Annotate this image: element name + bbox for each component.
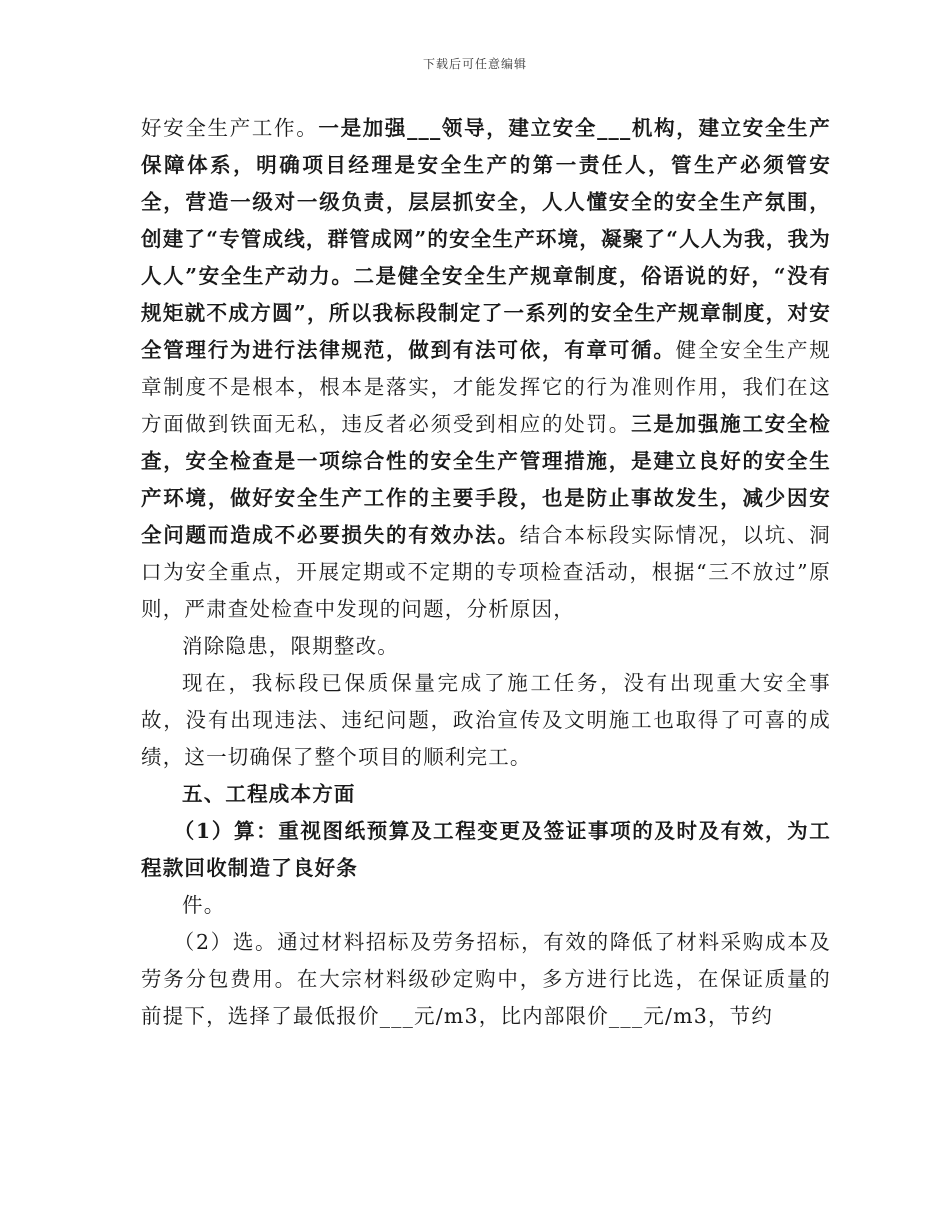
paragraph-budget: （1）算：重视图纸预算及工程变更及签证事项的及时及有效，为工程款回收制造了良好条 — [141, 819, 831, 880]
page-header-note: 下载后可任意编辑 — [422, 57, 527, 71]
section-heading-cost: 五、工程成本方面 — [182, 782, 356, 806]
paragraph-hazard-removal: 消除隐患，限期整改。 — [182, 634, 399, 658]
paragraph-safety-work — [141, 110, 831, 628]
paragraph-continuation: 件。 — [182, 893, 226, 917]
text-segment: 健全安全生产规章制度不是根本，根本是落实，才能发挥它的行为准则作用，我们在这方面做到铁面无私，违反者必须受到相应的处罚。 — [141, 338, 831, 436]
paragraph-procurement: （2）选。通过材料招标及劳务招标，有效的降低了材料采购成本及劳务分包费用。在大宗材料级砂定购中，多方进行比选，在保证质量的前提下，选择了最低报价___元/m3，比内部限价___元/m3，节约 — [141, 930, 831, 1028]
bold-text-segment: 三是加强施工安全检查，安全检查是一项综合性的安全生产管理措施，是建立良好的安全生产环境，做好安全生产工作的主要手段，也是防止事故发生，减少因安全问题而造成不必要损失的有效办法。 — [141, 412, 831, 547]
text-segment: 结合本标段实际情况，以坑、洞口为安全重点，开展定期或不定期的专项检查活动，根据“三不放过”原则，严肃查处检查中发现的问题，分析原因， — [141, 523, 831, 621]
text-segment: 好安全生产工作。 — [141, 116, 319, 140]
document-body — [141, 110, 831, 1035]
bold-text-segment: 一是加强___领导，建立安全___机构，建立安全生产保障体系，明确项目经理是安全生产的第一责任人，管生产必须管安全，营造一级对一级负责，层层抓安全，人人懂安全的安全生产氛围，创建了“专管成线，群管成网”的安全生产环境，凝聚了“人人为我，我为人人”安全生产动力。二是健全安全生产规章制度，俗语说的好，“没有规矩就不成方圆”，所以我标段制定了一系列的安全生产规章制度，对安全管理行为进行法律规范，做到有法可依，有章可循。 — [141, 116, 832, 362]
paragraph-completion: 现在，我标段已保质保量完成了施工任务，没有出现重大安全事故，没有出现违法、违纪问题，政治宣传及文明施工也取得了可喜的成绩，这一切确保了整个项目的顺利完工。 — [141, 671, 831, 769]
